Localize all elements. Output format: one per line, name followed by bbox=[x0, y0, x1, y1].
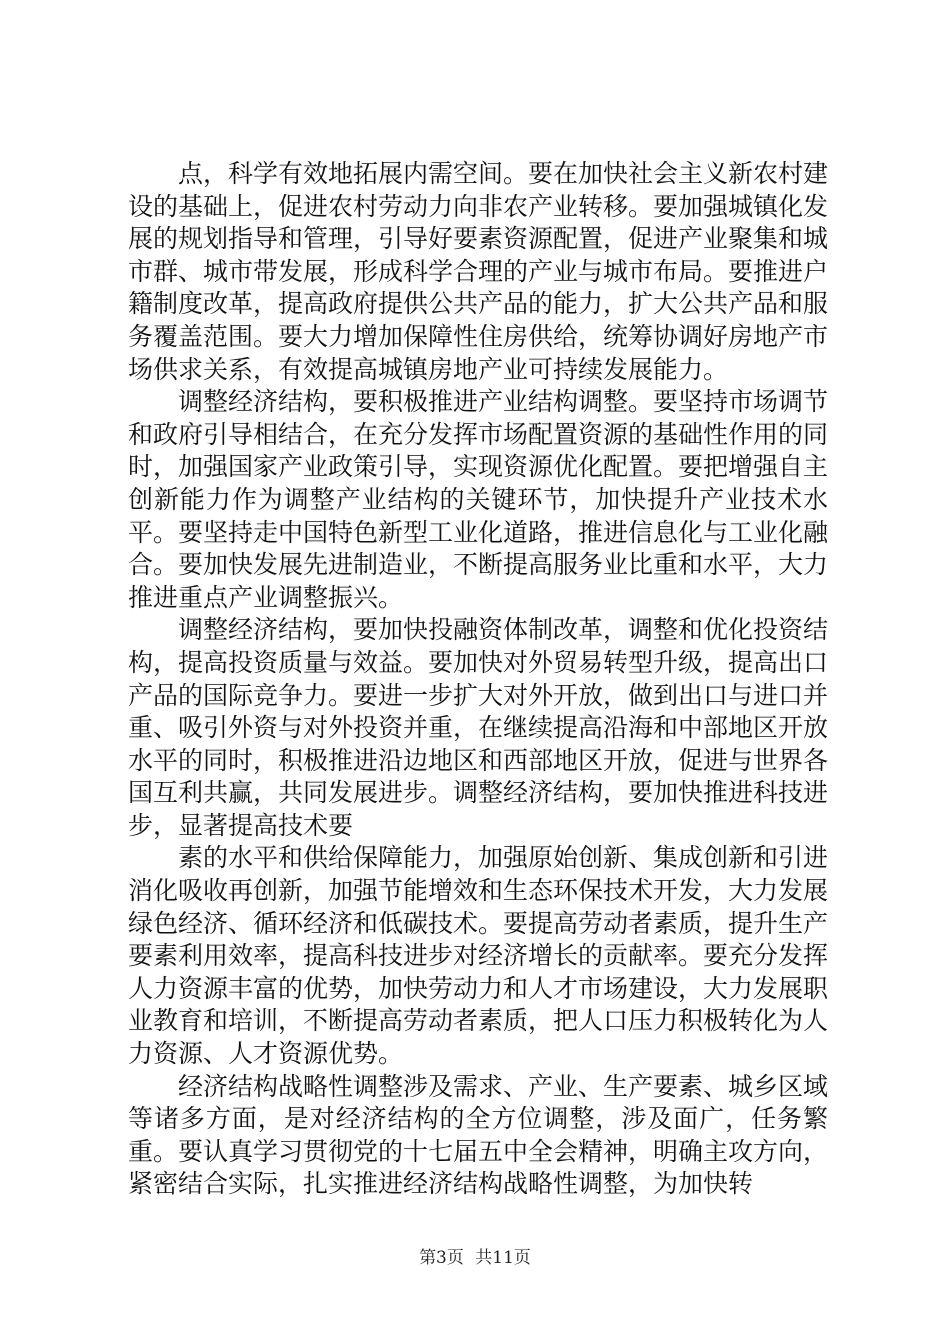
paragraph-5: 经济结构战略性调整涉及需求、产业、生产要素、城乡区域等诸多方面，是对经济结构的全方位调整，涉及面广，任务繁重。要认真学习贯彻党的十七届五中全会精神，明确主攻方向，紧密结合实际，扎实推进经济结构战略性调整，为加快转 bbox=[128, 1071, 829, 1199]
paragraph-1: 点，科学有效地拓展内需空间。要在加快社会主义新农村建设的基础上，促进农村劳动力向非农产业转移。要加强城镇化发展的规划指导和管理，引导好要素资源配置，促进产业聚集和城市群、城市带发展，形成科学合理的产业与城市布局。要推进户籍制度改革，提高政府提供公共产品的能力，扩大公共产品和服务覆盖范围。要大力增加保障性住房供给，统筹协调好房地产市场供求关系，有效提高城镇房地产业可持续发展能力。 bbox=[128, 159, 829, 384]
page-total: 共11页 bbox=[475, 1248, 531, 1268]
page-footer bbox=[0, 1243, 950, 1268]
paragraph-3: 调整经济结构，要加快投融资体制改革，调整和优化投资结构，提高投资质量与效益。要加快对外贸易转型升级，提高出口产品的国际竞争力。要进一步扩大对外开放，做到出口与进口并重、吸引外资与对外投资并重，在继续提高沿海和中部地区开放水平的同时，积极推进沿边地区和西部地区开放，促进与世界各国互利共赢，共同发展进步。调整经济结构，要加快推进科技进步，显著提高技术要 bbox=[128, 615, 829, 840]
paragraph-2: 调整经济结构，要积极推进产业结构调整。要坚持市场调节和政府引导相结合，在充分发挥市场配置资源的基础性作用的同时，加强国家产业政策引导，实现资源优化配置。要把增强自主创新能力作为调整产业结构的关键环节，加快提升产业技术水平。要坚持走中国特色新型工业化道路，推进信息化与工业化融合。要加快发展先进制造业，不断提高服务业比重和水平，大力推进重点产业调整振兴。 bbox=[128, 387, 829, 612]
document-body bbox=[128, 158, 828, 1201]
paragraph-4: 素的水平和供给保障能力，加强原始创新、集成创新和引进消化吸收再创新，加强节能增效和生态环保技术开发，大力发展绿色经济、循环经济和低碳技术。要提高劳动者素质，提升生产要素利用效率，提高科技进步对经济增长的贡献率。要充分发挥人力资源丰富的优势，加快劳动力和人才市场建设，大力发展职业教育和培训，不断提高劳动者素质，把人口压力积极转化为人力资源、人才资源优势。 bbox=[128, 843, 829, 1069]
page-number: 第3页 bbox=[419, 1248, 464, 1268]
